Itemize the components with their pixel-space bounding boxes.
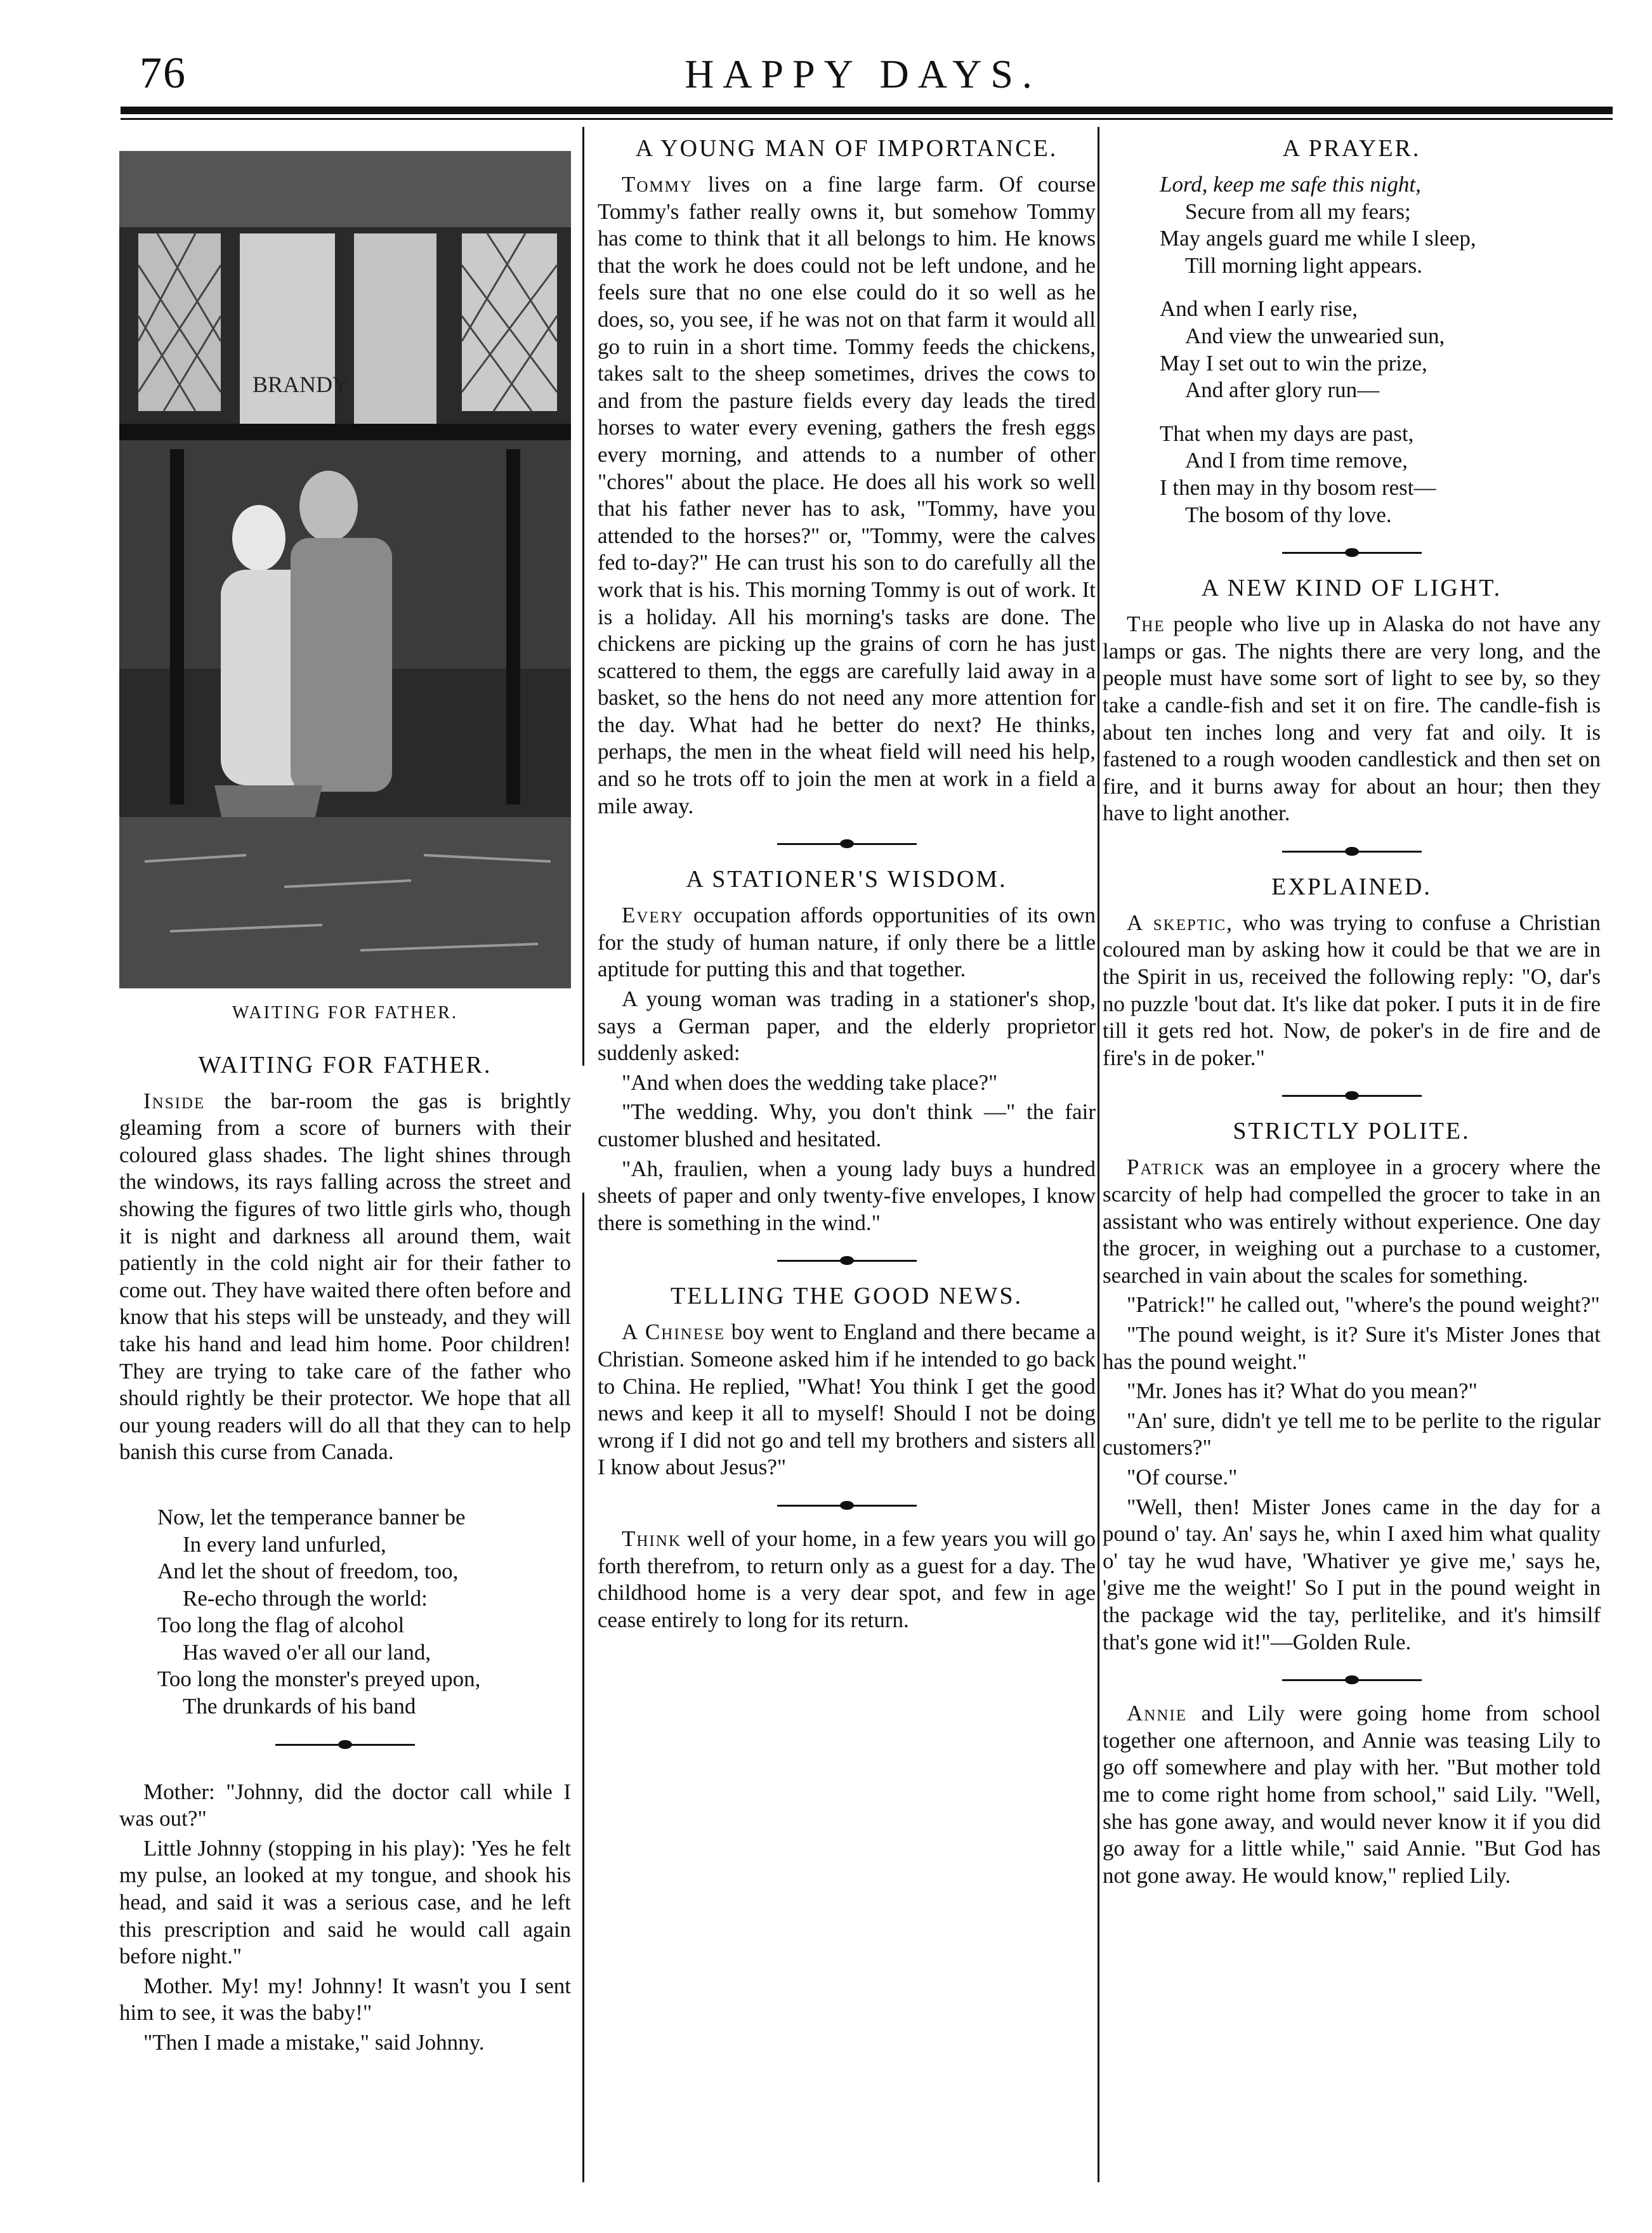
heading-prayer: A PRAYER.	[1282, 135, 1421, 162]
stanza	[1160, 296, 1601, 403]
stanza	[1160, 171, 1601, 279]
bar-room-illustration	[119, 151, 571, 988]
verse-line: Too long the flag of alcohol	[157, 1613, 405, 1638]
lead-word: A skeptic,	[1127, 910, 1233, 935]
heading-young-man: A YOUNG MAN OF IMPORTANCE.	[635, 135, 1058, 162]
lead-word: The	[1127, 612, 1165, 637]
verse-line: May I set out to win the prize,	[1160, 350, 1427, 376]
verse-line: And let the shout of freedom, too,	[157, 1559, 459, 1584]
page-number: 76	[140, 49, 187, 98]
stationer-paragraph: "Ah, fraulien, when a young lady buys a hundred sheets of paper and only twenty-five envelopes, I know there is something in the wind."	[598, 1156, 1096, 1235]
stationer-paragraph: "And when does the wedding take place?"	[622, 1070, 998, 1095]
young-man-paragraph: Tommy lives on a fine large farm. Of course Tommy's father really owns it, but somehow Tommy has come to think that it all belongs to him. He knows that the work he does could not be left undone, and he feels sure that no one else could do it so well as he does, so, you see, if he was not on that farm it would all go to ruin in a short time. Tommy feeds the chickens, takes salt to the sheep sometimes, drives the cows to and from the pasture fields every day leads the tired horses to water every evening, gathers the fresh eggs every morning, and attends to a number of other "chores" about the place. He does all his work so well that his father never has to ask, "Tommy, have you attended to the horses?" or, "Tommy, were the calves fed to-day?" He can trust his son to do carefully all the work that is his. This morning Tommy is out of work. It is a holiday. All his morning's tasks are done. The chickens are picking up the grains of corn he has just scattered to them, the eggs are carefully laid away in a basket, so the hens do not need any more attention for the day. What had he better do next? He thinks, perhaps, the men in the wheat field will need his help, and so he trots off to join the men at work in a field a mile away.	[598, 172, 1096, 818]
column-divider	[1098, 127, 1099, 2182]
verse-line: May angels guard me while I sleep,	[1160, 226, 1476, 251]
verse-line: Till morning light appears.	[1185, 252, 1422, 278]
verse-line: And after glory run—	[1185, 377, 1380, 403]
verse-line: I then may in thy bosom rest—	[1160, 475, 1436, 500]
stationer-paragraph: Every occupation affords opportunities of its own for the study of human nature, if only there be a little aptitude for putting this and that together.	[598, 903, 1096, 982]
doctor-paragraph: Little Johnny (stopping in his play): 'Yes he felt my pulse, an looked at my tongue, and shook his head, and said it was a serious case, and he left this prescription and said he would call again before night."	[119, 1835, 571, 1969]
verse-line: The bosom of thy love.	[1185, 502, 1392, 527]
verse-line: Too long the monster's preyed upon,	[157, 1667, 481, 1692]
section-ornament	[777, 836, 917, 853]
verse-line: Re-echo through the world:	[183, 1585, 428, 1611]
column-divider	[582, 127, 584, 1066]
lead-word: Every	[622, 903, 685, 928]
verse-line: The drunkards of his band	[183, 1694, 416, 1719]
lead-word: Patrick	[1127, 1155, 1205, 1180]
section-ornament	[1282, 1088, 1422, 1104]
heading-strictly-polite: STRICTLY POLITE.	[1233, 1118, 1471, 1145]
section-ornament	[1282, 1672, 1422, 1689]
header-rule	[121, 107, 1613, 114]
lead-word: Inside	[143, 1088, 206, 1113]
good-news-paragraph: A Chinese boy went to England and there became a Christian. Someone asked him if he intended to go back to China. He replied, "What! You think I get the good news and keep it all to myself! Should I not be doing wrong if I did not go and tell my brothers and sisters all I know about Jesus?"	[598, 1320, 1096, 1480]
lead-word: Think	[622, 1526, 681, 1551]
verse-line: Has waved o'er all our land,	[183, 1639, 431, 1665]
heading-stationer: A STATIONER'S WISDOM.	[686, 866, 1007, 893]
polite-paragraph: "An' sure, didn't ye tell me to be perlite to the rigular customers?"	[1103, 1408, 1601, 1460]
column-2	[598, 127, 1096, 1636]
heading-new-light: A NEW KIND OF LIGHT.	[1201, 575, 1502, 602]
column-3	[1103, 127, 1601, 1892]
verse-line: In every land unfurled,	[183, 1531, 386, 1557]
annie-paragraph: Annie and Lily were going home from school together one afternoon, and Annie was teasing Lily to go off somewhere and play with her. "But mother told me to come right home from school," said Lily. "Well, she has gone away, and would never know it if you did go away for a little while," said Annie. "But God has not gone away. He would know," replied Lily.	[1103, 1701, 1601, 1888]
heading-explained: EXPLAINED.	[1271, 873, 1432, 900]
lead-word: A Chinese	[622, 1320, 726, 1345]
heading-good-news: TELLING THE GOOD NEWS.	[671, 1283, 1023, 1310]
verse-line: Now, let the temperance banner be	[157, 1504, 466, 1529]
home-paragraph: Think well of your home, in a few years you will go forth therefrom, to return only as a guest for a day. The childhood home is a very dear spot, and few in age cease entirely to long for its return.	[598, 1526, 1096, 1632]
lead-word: Annie	[1127, 1701, 1187, 1726]
column-divider	[582, 1193, 584, 2182]
verse-line: And when I early rise,	[1160, 296, 1358, 322]
brandy-sign: BRANDY	[252, 372, 350, 397]
section-ornament	[1282, 844, 1422, 860]
polite-paragraph: Patrick was an employee in a grocery where the scarcity of help had compelled the grocer to take in an assistant who was entirely without experience. One day the grocer, in weighing out a purchase to a customer, searched in vain about the scales for something.	[1103, 1155, 1601, 1288]
polite-paragraph: "Of course."	[1127, 1464, 1238, 1490]
section-ornament	[1282, 545, 1422, 561]
explained-paragraph: A skeptic, who was trying to confuse a Christian coloured man by asking how it could be that we are in the Spirit in us, received the following reply: "O, dar's no puzzle 'bout dat. It's like dat poker. I puts it in de fire till it gets red hot. Now, de poker's in de fire and de fire's in de poker."	[1103, 910, 1601, 1070]
engraving-waiting-for-father	[119, 151, 571, 988]
verse-line: And view the unwearied sun,	[1185, 323, 1445, 348]
verse-line: That when my days are past,	[1160, 421, 1414, 446]
section-ornament	[275, 1737, 415, 1753]
publication-title: HAPPY DAYS.	[685, 51, 1041, 96]
verse-line: Secure from all my fears;	[1185, 199, 1411, 224]
doctor-paragraph: Mother: "Johnny, did the doctor call while I was out?"	[119, 1779, 571, 1831]
light-paragraph: The people who live up in Alaska do not have any lamps or gas. The nights there are very long, and the people must have some sort of light to see by, so they take a candle-fish and set it on fire. The candle-fish is about ten inches long and very fat and oily. It is fastened to a rough wooden candlestick and then set on fire, and it burns away for about an hour; then they have to light another.	[1103, 612, 1601, 826]
stationer-paragraph: "The wedding. Why, you don't think —" the fair customer blushed and hesitated.	[598, 1099, 1096, 1151]
polite-paragraph: "The pound weight, is it? Sure it's Mister Jones that has the pound weight."	[1103, 1322, 1601, 1374]
lead-word: Tommy	[622, 172, 693, 197]
section-ornament	[777, 1253, 917, 1269]
waiting-paragraph: Inside the bar-room the gas is brightly gleaming from a score of burners with their coloured glass shades. The light shines through the windows, its rays falling across the street and showing the figures of two little girls who, though it is night and darkness all around them, wait patiently in the cold night air for their father to come out. They have waited there often before and know that his steps will be unsteady, and they will take his hand and lead him home. Poor children! They are trying to take care of the father who should rightly be their protector. We hope that all our young readers will do all that they can to help banish this curse from Canada.	[119, 1088, 572, 1465]
verse-line: Lord, keep me safe this night,	[1160, 172, 1421, 197]
verse-line: And I from time remove,	[1185, 448, 1408, 473]
temperance-verse	[119, 1504, 571, 1720]
doctor-paragraph: Mother. My! my! Johnny! It wasn't you I sent him to see, it was the baby!"	[119, 1973, 571, 2026]
column-1	[119, 127, 571, 2059]
header-rule-thin	[121, 118, 1613, 120]
illustration-caption: WAITING FOR FATHER.	[232, 1003, 458, 1023]
doctor-paragraph: "Then I made a mistake," said Johnny.	[143, 2030, 485, 2055]
polite-paragraph: "Well, then! Mister Jones came in the day for a pound o' tay. An' says he, whin I axed him what quality o' tay he wud have, 'Whativer ye give me,' says he, 'give me the weight!' So I put in the pound weight in the package wid the tay, perlitelike, and it's himsilf that's gone wid it!"—Golden Rule.	[1103, 1494, 1601, 1654]
section-ornament	[777, 1498, 917, 1514]
stanza	[1160, 421, 1601, 528]
stationer-paragraph: A young woman was trading in a stationer's shop, says a German paper, and the elderly proprietor suddenly asked:	[598, 986, 1096, 1066]
polite-paragraph: "Mr. Jones has it? What do you mean?"	[1127, 1378, 1478, 1404]
prayer-verse	[1103, 171, 1601, 528]
polite-paragraph: "Patrick!" he called out, "where's the pound weight?"	[1127, 1292, 1600, 1318]
heading-waiting-for-father: WAITING FOR FATHER.	[198, 1051, 492, 1078]
